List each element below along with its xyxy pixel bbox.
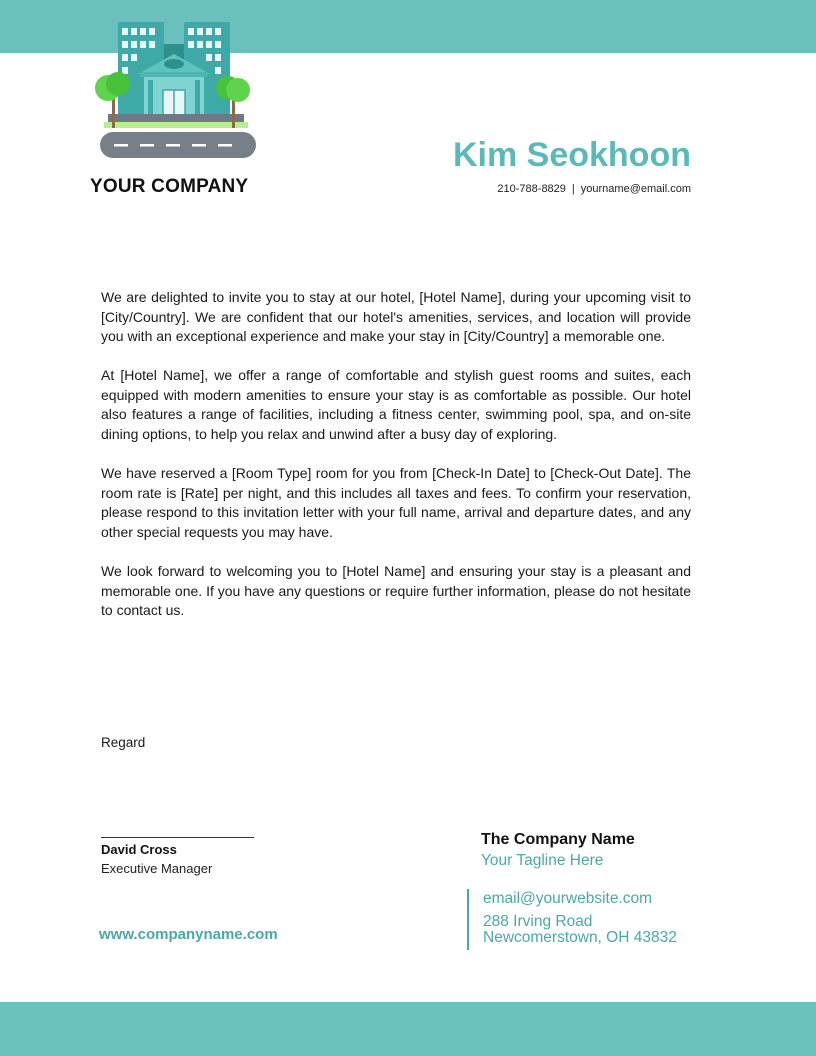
phone-number: 210-788-8829 xyxy=(497,183,566,195)
body-paragraph: At [Hotel Name], we offer a range of comfortable and stylish guest rooms and suites, each equipped with modern amenities to ensure your stay is as comfortable as possible. Our hotel also features a range of facilities, including a fitness center, swimming pool, spa, and on-site dining options, to help you relax and unwind after a busy day of exploring. xyxy=(101,367,691,443)
signer-title: Executive Manager xyxy=(101,861,213,876)
contact-line xyxy=(497,183,691,195)
company-name-heading: YOUR COMPANY xyxy=(90,176,249,197)
footer-divider xyxy=(467,889,469,950)
contact-separator: | xyxy=(571,183,575,195)
footer-tagline: Your Tagline Here xyxy=(481,852,604,869)
body-paragraph: We are delighted to invite you to stay at our hotel, [Hotel Name], during your upcoming visit to [City/Country]. We are confident that our hotel's amenities, services, and location will provide you with an exceptional experience and make your stay in [City/Country] a memorable one. xyxy=(101,289,691,345)
bottom-accent-band xyxy=(0,1002,816,1056)
letter-body xyxy=(101,288,691,640)
signer-name: David Cross xyxy=(101,842,177,857)
sender-name: Kim Seokhoon xyxy=(452,136,691,174)
sender-email: yourname@email.com xyxy=(580,183,691,195)
footer-email[interactable]: email@yourwebsite.com xyxy=(483,890,653,907)
closing-text: Regard xyxy=(101,735,146,750)
footer-address-line1: 288 Irving Road xyxy=(483,913,593,930)
website-link[interactable]: www.companyname.com xyxy=(99,926,278,943)
signature-line xyxy=(101,837,254,838)
footer-address-line2: Newcomerstown, OH 43832 xyxy=(483,929,677,946)
hotel-logo-icon xyxy=(94,18,260,162)
body-paragraph: We have reserved a [Room Type] room for you from [Check-In Date] to [Check-Out Date]. The room rate is [Rate] per night, and this includes all taxes and fees. To confirm your reservation, please respond to this invitation letter with your full name, arrival and departure dates, and any other special requests you may have. xyxy=(101,465,691,540)
footer-company-name: The Company Name xyxy=(481,831,635,848)
body-paragraph: We look forward to welcoming you to [Hotel Name] and ensuring your stay is a pleasant and memorable one. If you have any questions or require further information, please do not hesitate to contact us. xyxy=(101,563,691,619)
